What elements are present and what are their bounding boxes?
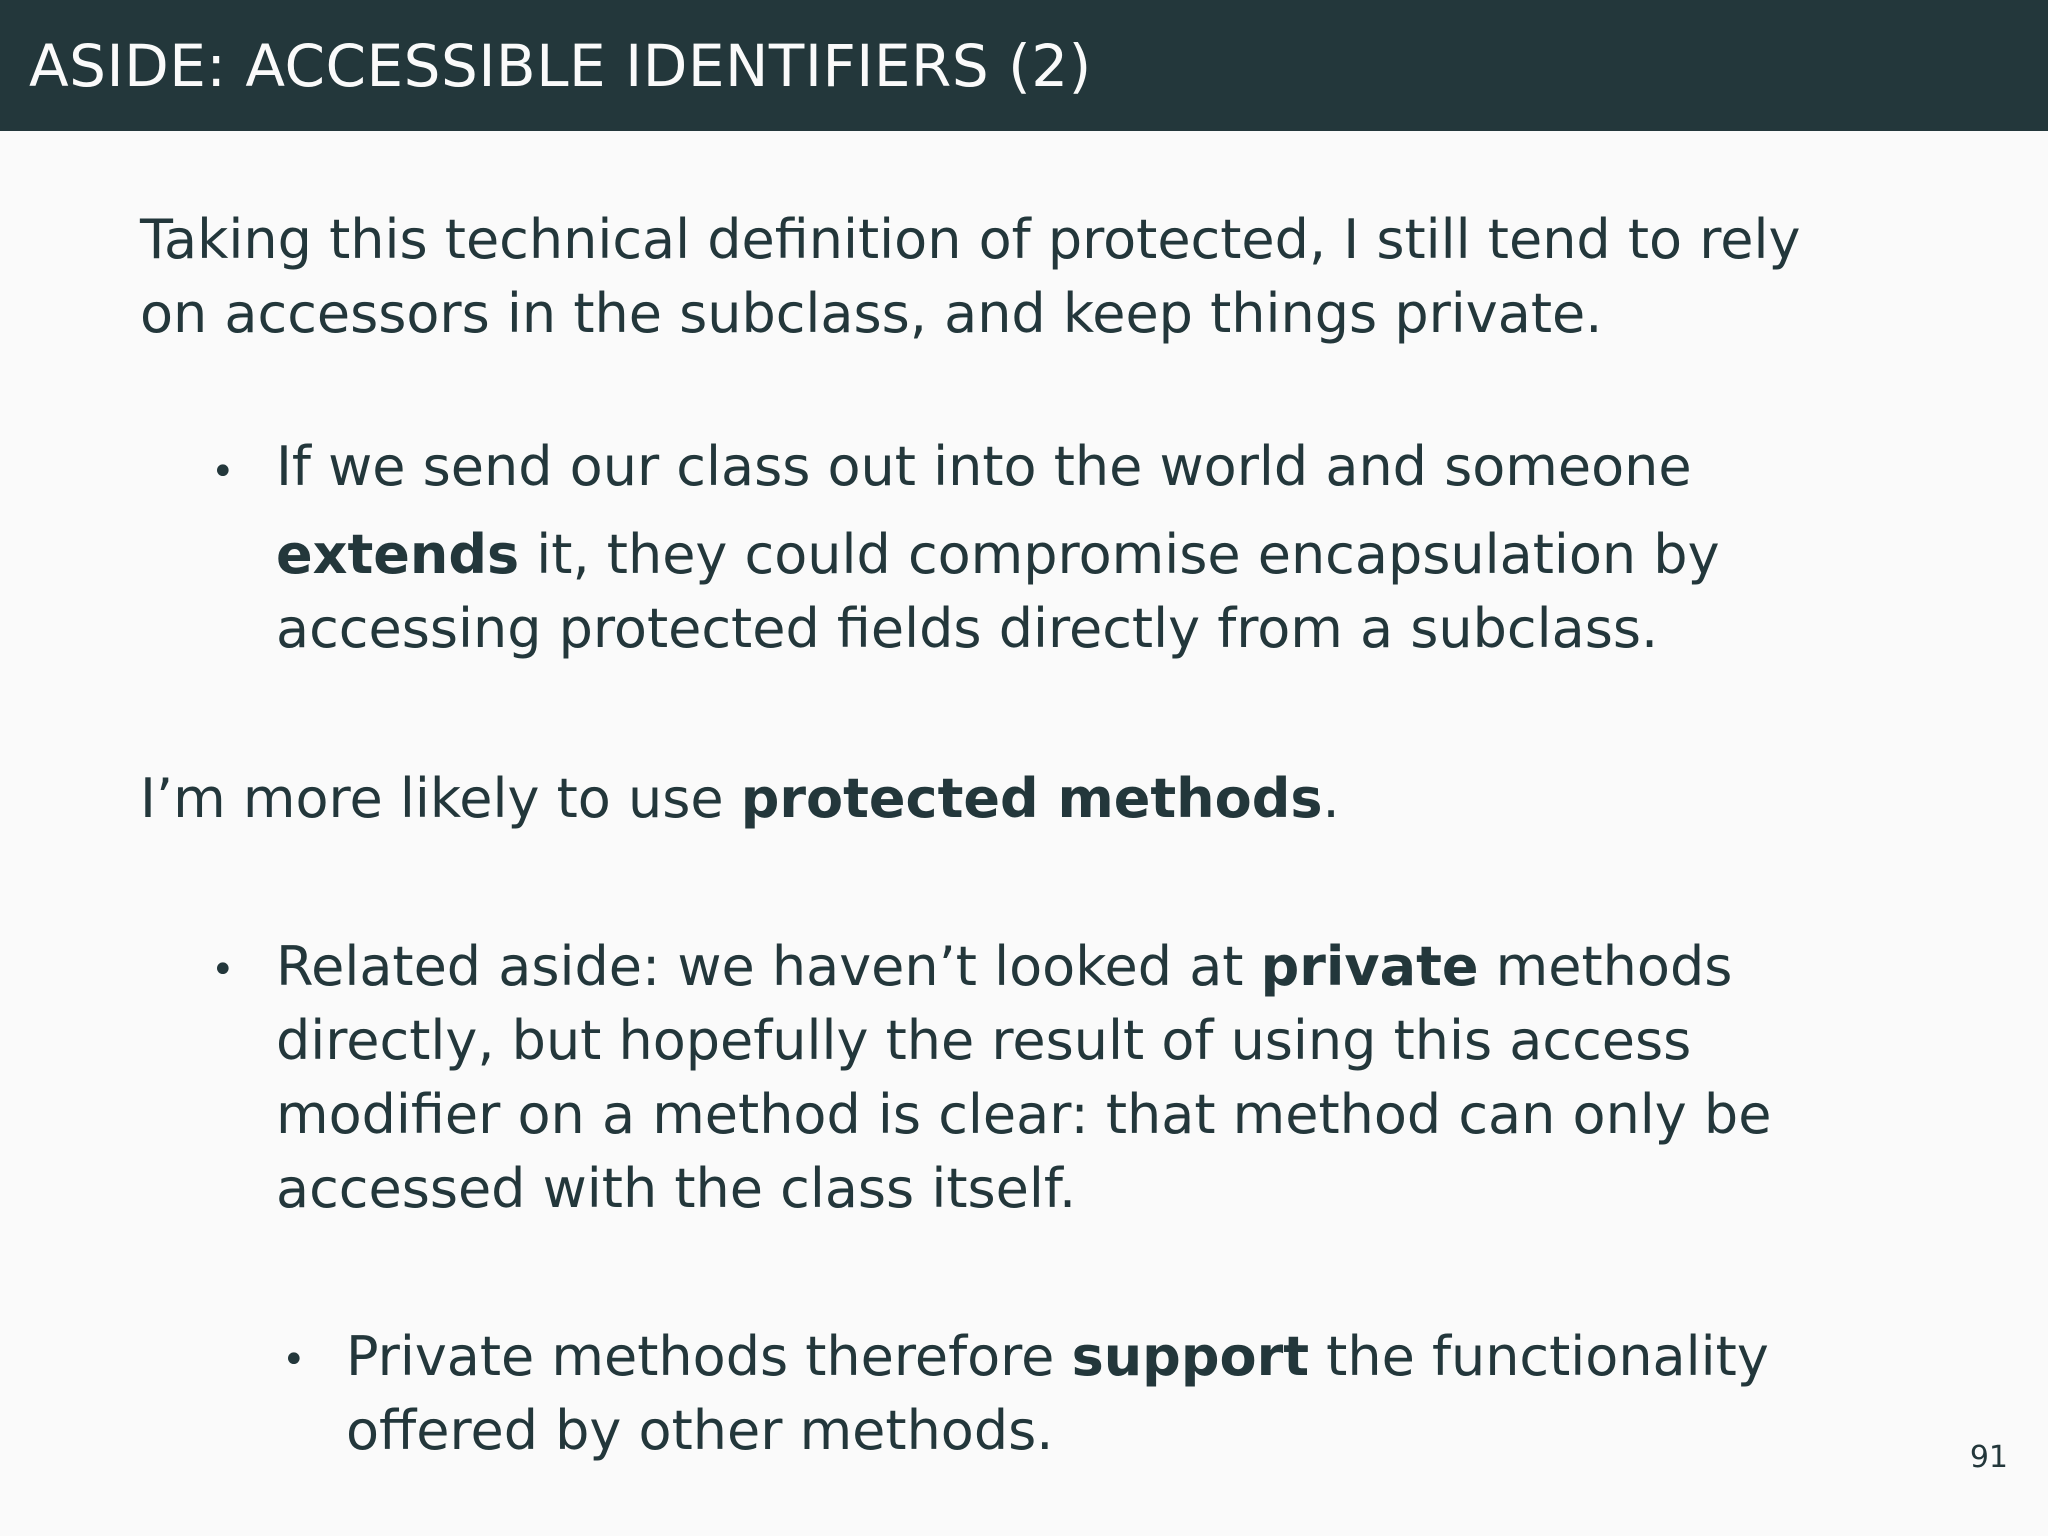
statement-suffix: . <box>1322 767 1340 830</box>
bullet-item-1 <box>276 430 1720 666</box>
intro-paragraph <box>140 203 1800 351</box>
intro-line-2: on accessors in the subclass, and keep things private. <box>140 282 1603 345</box>
page-number: 91 <box>1969 1440 2008 1475</box>
bold-keyword-private: private <box>1260 935 1479 998</box>
bullet-2-line-4: accessed with the class itself. <box>276 1157 1077 1220</box>
bullet-item-2 <box>276 930 1771 1226</box>
bullet-2-line-1-prefix: Related aside: we haven’t looked at <box>276 935 1261 998</box>
slide-title: ASIDE: ACCESSIBLE IDENTIFIERS (2) <box>29 32 1092 100</box>
bullet-2-line-1 <box>276 930 1771 1004</box>
sub-bullet-line-1-suffix: the functionality <box>1309 1325 1769 1388</box>
intro-line-1: Taking this technical definition of protected, I still tend to rely <box>140 208 1801 271</box>
bullet-2-line-2: directly, but hopefully the result of using this access <box>276 1009 1692 1072</box>
statement-prefix: I’m more likely to use <box>140 767 741 830</box>
sub-bullet-line-1 <box>346 1320 1769 1394</box>
bullet-1-line-2 <box>276 518 1720 592</box>
bullet-1-line-3: accessing protected fields directly from a subclass. <box>276 597 1659 660</box>
sub-bullet-line-2: offered by other methods. <box>346 1399 1054 1462</box>
title-bar <box>0 0 2048 131</box>
bullet-marker-2: • <box>211 947 235 993</box>
statement-paragraph <box>140 762 1340 836</box>
bullet-marker-1: • <box>211 449 235 495</box>
sub-bullet-marker: • <box>282 1337 306 1383</box>
bullet-2-line-3: modifier on a method is clear: that method can only be <box>276 1083 1772 1146</box>
bullet-1-line-2-rest: it, they could compromise encapsulation by <box>519 523 1720 586</box>
bold-keyword-extends: extends <box>276 523 520 586</box>
bullet-2-line-1-suffix: methods <box>1478 935 1733 998</box>
bold-protected-methods: protected methods <box>740 767 1323 830</box>
bold-keyword-support: support <box>1071 1325 1310 1388</box>
bullet-1-line-1: If we send our class out into the world and someone <box>276 435 1692 498</box>
sub-bullet-line-1-prefix: Private methods therefore <box>346 1325 1072 1388</box>
sub-bullet-item <box>346 1320 1769 1468</box>
